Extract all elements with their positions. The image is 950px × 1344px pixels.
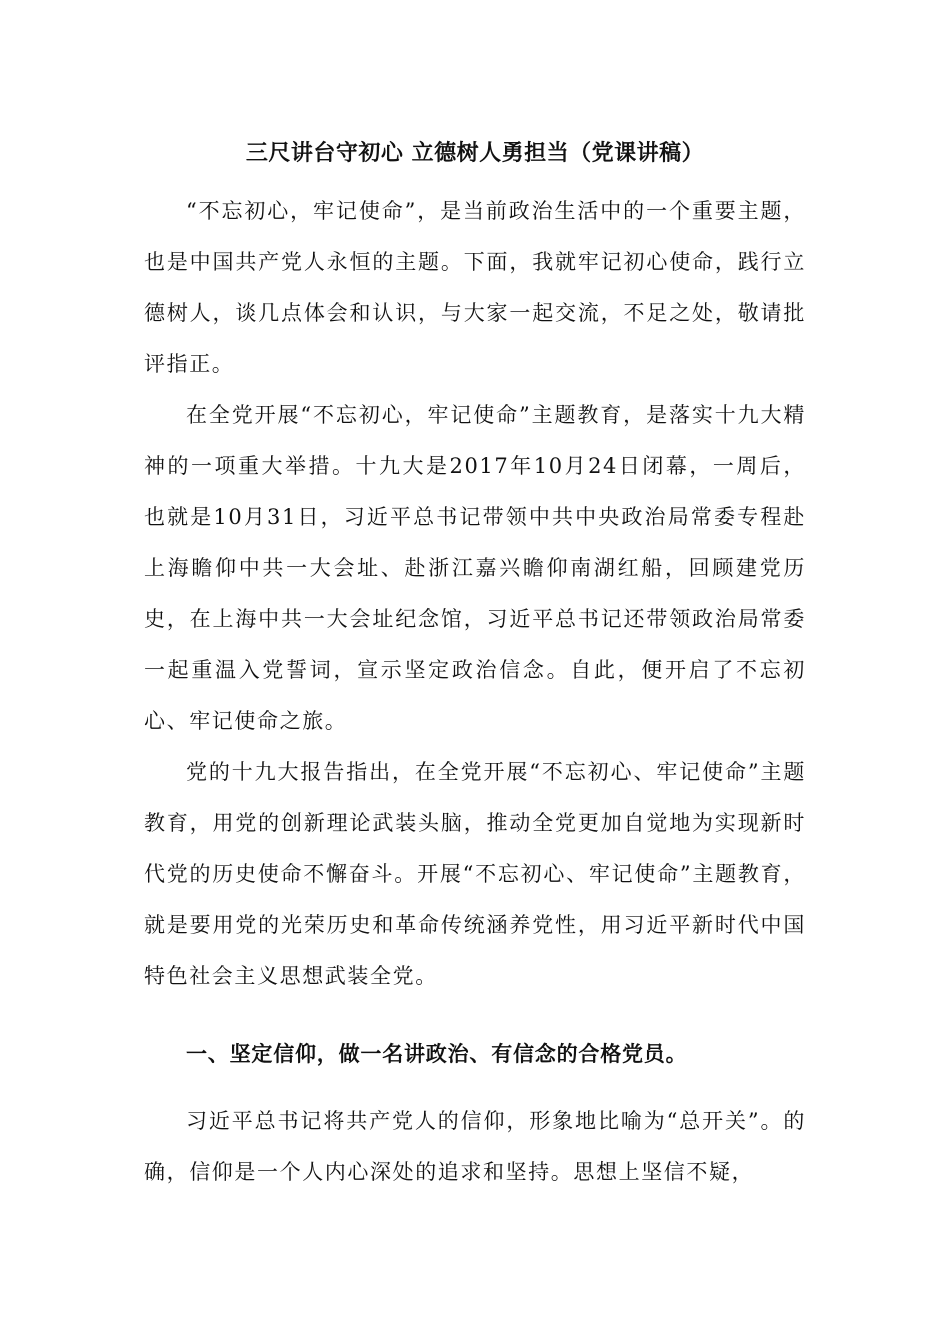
paragraph-section-1: 习近平总书记将共产党人的信仰，形象地比喻为“总开关”。的确，信仰是一个人内心深处的追求和坚持。思想上坚信不疑， bbox=[144, 1109, 806, 1184]
document-title: 三尺讲台守初心 立德树人勇担当（党课讲稿） bbox=[245, 141, 705, 166]
paragraph-report: 党的十九大报告指出，在全党开展“不忘初心、牢记使命”主题教育，用党的创新理论武装头脑，推动全党更加自觉地为实现新时代党的历史使命不懈奋斗。开展“不忘初心、牢记使命”主题教育，就是要用党的光荣历史和革命传统涵养党性，用习近平新时代中国特色社会主义思想武装全党。 bbox=[144, 760, 806, 988]
paragraph-background: 在全党开展“不忘初心，牢记使命”主题教育，是落实十九大精神的一项重大举措。十九大是2017年10月24日闭幕，一周后，也就是10月31日，习近平总书记带领中共中央政治局常委专程赴上海瞻仰中共一大会址、赴浙江嘉兴瞻仰南湖红船，回顾建党历史，在上海中共一大会址纪念馆，习近平总书记还带领政治局常委一起重温入党誓词，宣示坚定政治信念。自此，便开启了不忘初心、牢记使命之旅。 bbox=[144, 403, 806, 733]
paragraph-intro: “不忘初心，牢记使命”，是当前政治生活中的一个重要主题，也是中国共产党人永恒的主题。下面，我就牢记初心使命，践行立德树人，谈几点体会和认识，与大家一起交流，不足之处，敬请批评指正。 bbox=[144, 199, 806, 376]
section-heading-1: 一、坚定信仰，做一名讲政治、有信念的合格党员。 bbox=[186, 1042, 688, 1066]
